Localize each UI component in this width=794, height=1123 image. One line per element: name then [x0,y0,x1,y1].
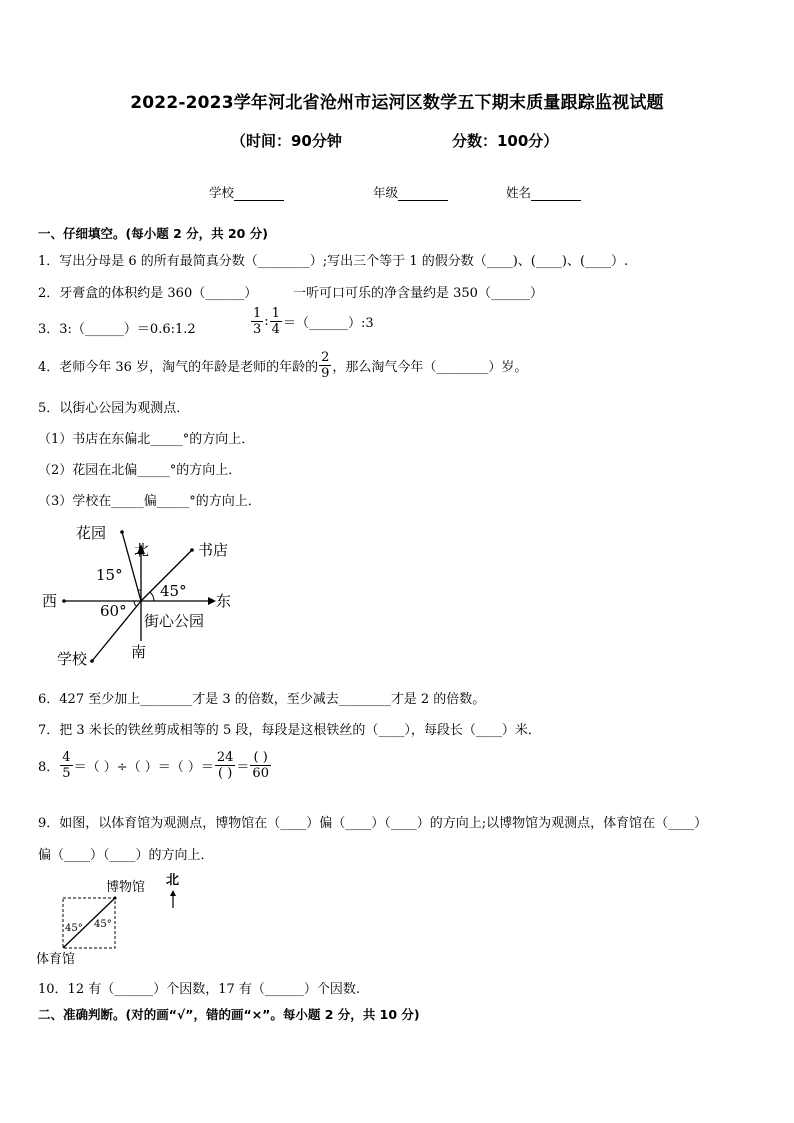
school-label: 学校 [209,185,235,200]
question-1: 1．写出分母是 6 的所有最简真分数（________）;写出三个等于 1 的假分数（____)、(____)、(____）. [38,254,629,269]
question-5-intro: 5．以街心公园为观测点． [38,401,190,416]
page-title: 2022-2023学年河北省沧州市运河区数学五下期末质量跟踪监视试题 [130,93,664,113]
label-north-2: 北 [166,873,180,888]
label-museum: 博物馆 [106,880,146,895]
fraction-one-fourth: $\frac{1}{4}$ [271,306,280,337]
question-4: 4．老师今年 36 岁，淘气的年龄是老师的年龄的 $\frac{2}{9}$ ，那么淘气今年（________）岁。 [38,350,528,381]
label-garden: 花园 [76,524,107,542]
label-gym: 体育馆 [36,952,76,967]
question-10: 10．12 有（______）个因数，17 有（______）个因数. [38,982,361,997]
fraction-one-third: $\frac{1}{3}$ [253,306,262,337]
label-east: 东 [216,592,232,610]
label-angle-60: 60° [100,602,127,620]
label-south: 南 [131,643,147,661]
question-2a: 2．牙膏盒的体积约是 360（______） [38,286,258,301]
label-west: 西 [42,592,58,610]
compass-diagram [40,518,250,673]
question-2b: 一听可口可乐的净含量约是 350（______） [293,286,543,301]
label-north: 北 [134,541,150,559]
question-7: 7．把 3 米长的铁丝剪成相等的 5 段，每段是这根铁丝的（____），每段长（____）米． [38,723,541,738]
grade-label: 年级 [373,185,399,200]
museum-gym-diagram [36,870,196,970]
fraction-four-fifths: $\frac{4}{5}$ [62,750,71,781]
section-1-heading: 一、仔细填空。(每小题 2 分，共 20 分) [38,226,268,241]
name-field[interactable] [506,183,581,201]
grade-field[interactable] [373,183,448,201]
fraction-24-over-blank: $\frac{24}{( )}$ [216,750,234,781]
label-angle-45: 45° [160,582,187,600]
label-center-park: 街心公园 [144,612,205,630]
question-8: 8． $\frac{4}{5}$ ＝（ ）÷（ ）＝（ ）＝ $\frac{24}{( )}$ ＝ $\frac{( )}{60}$ [38,750,269,781]
exam-time: （时间：90分钟 [231,132,342,150]
question-3a: 3．3:（______）＝0.6:1.2 [38,322,196,337]
label-angle-15: 15° [96,566,123,584]
label-school: 学校 [57,650,88,668]
section-2-heading: 二、准确判断。(对的画“√”，错的画“×”。每小题 2 分，共 10 分) [38,1007,420,1022]
name-label: 姓名 [506,185,532,200]
question-6: 6．427 至少加上________才是 3 的倍数，至少减去________才是 2 的倍数。 [38,692,486,707]
exam-score: 分数：100分） [452,132,559,150]
question-9-line2: 偏（____）（____）的方向上． [38,848,214,863]
label-angle-45-left: 45° [65,923,83,934]
question-5-part2: （2）花园在北偏_____°的方向上． [38,463,242,478]
school-field[interactable] [209,183,284,201]
question-5-part3: （3）学校在_____偏_____°的方向上． [38,494,261,509]
label-angle-45-right: 45° [94,919,112,930]
fraction-two-ninths: $\frac{2}{9}$ [321,350,330,381]
question-9-line1: 9．如图，以体育馆为观测点，博物馆在（____）偏（____）（____）的方向上;以博物馆为观测点，体育馆在（____） [38,816,708,831]
question-5-part1: （1）书店在东偏北_____°的方向上． [38,432,255,447]
label-bookstore: 书店 [198,541,229,559]
fraction-blank-over-60: $\frac{( )}{60}$ [252,750,269,781]
question-3b: $\frac{1}{3}$ : $\frac{1}{4}$ ＝（______）:3 [253,306,374,337]
